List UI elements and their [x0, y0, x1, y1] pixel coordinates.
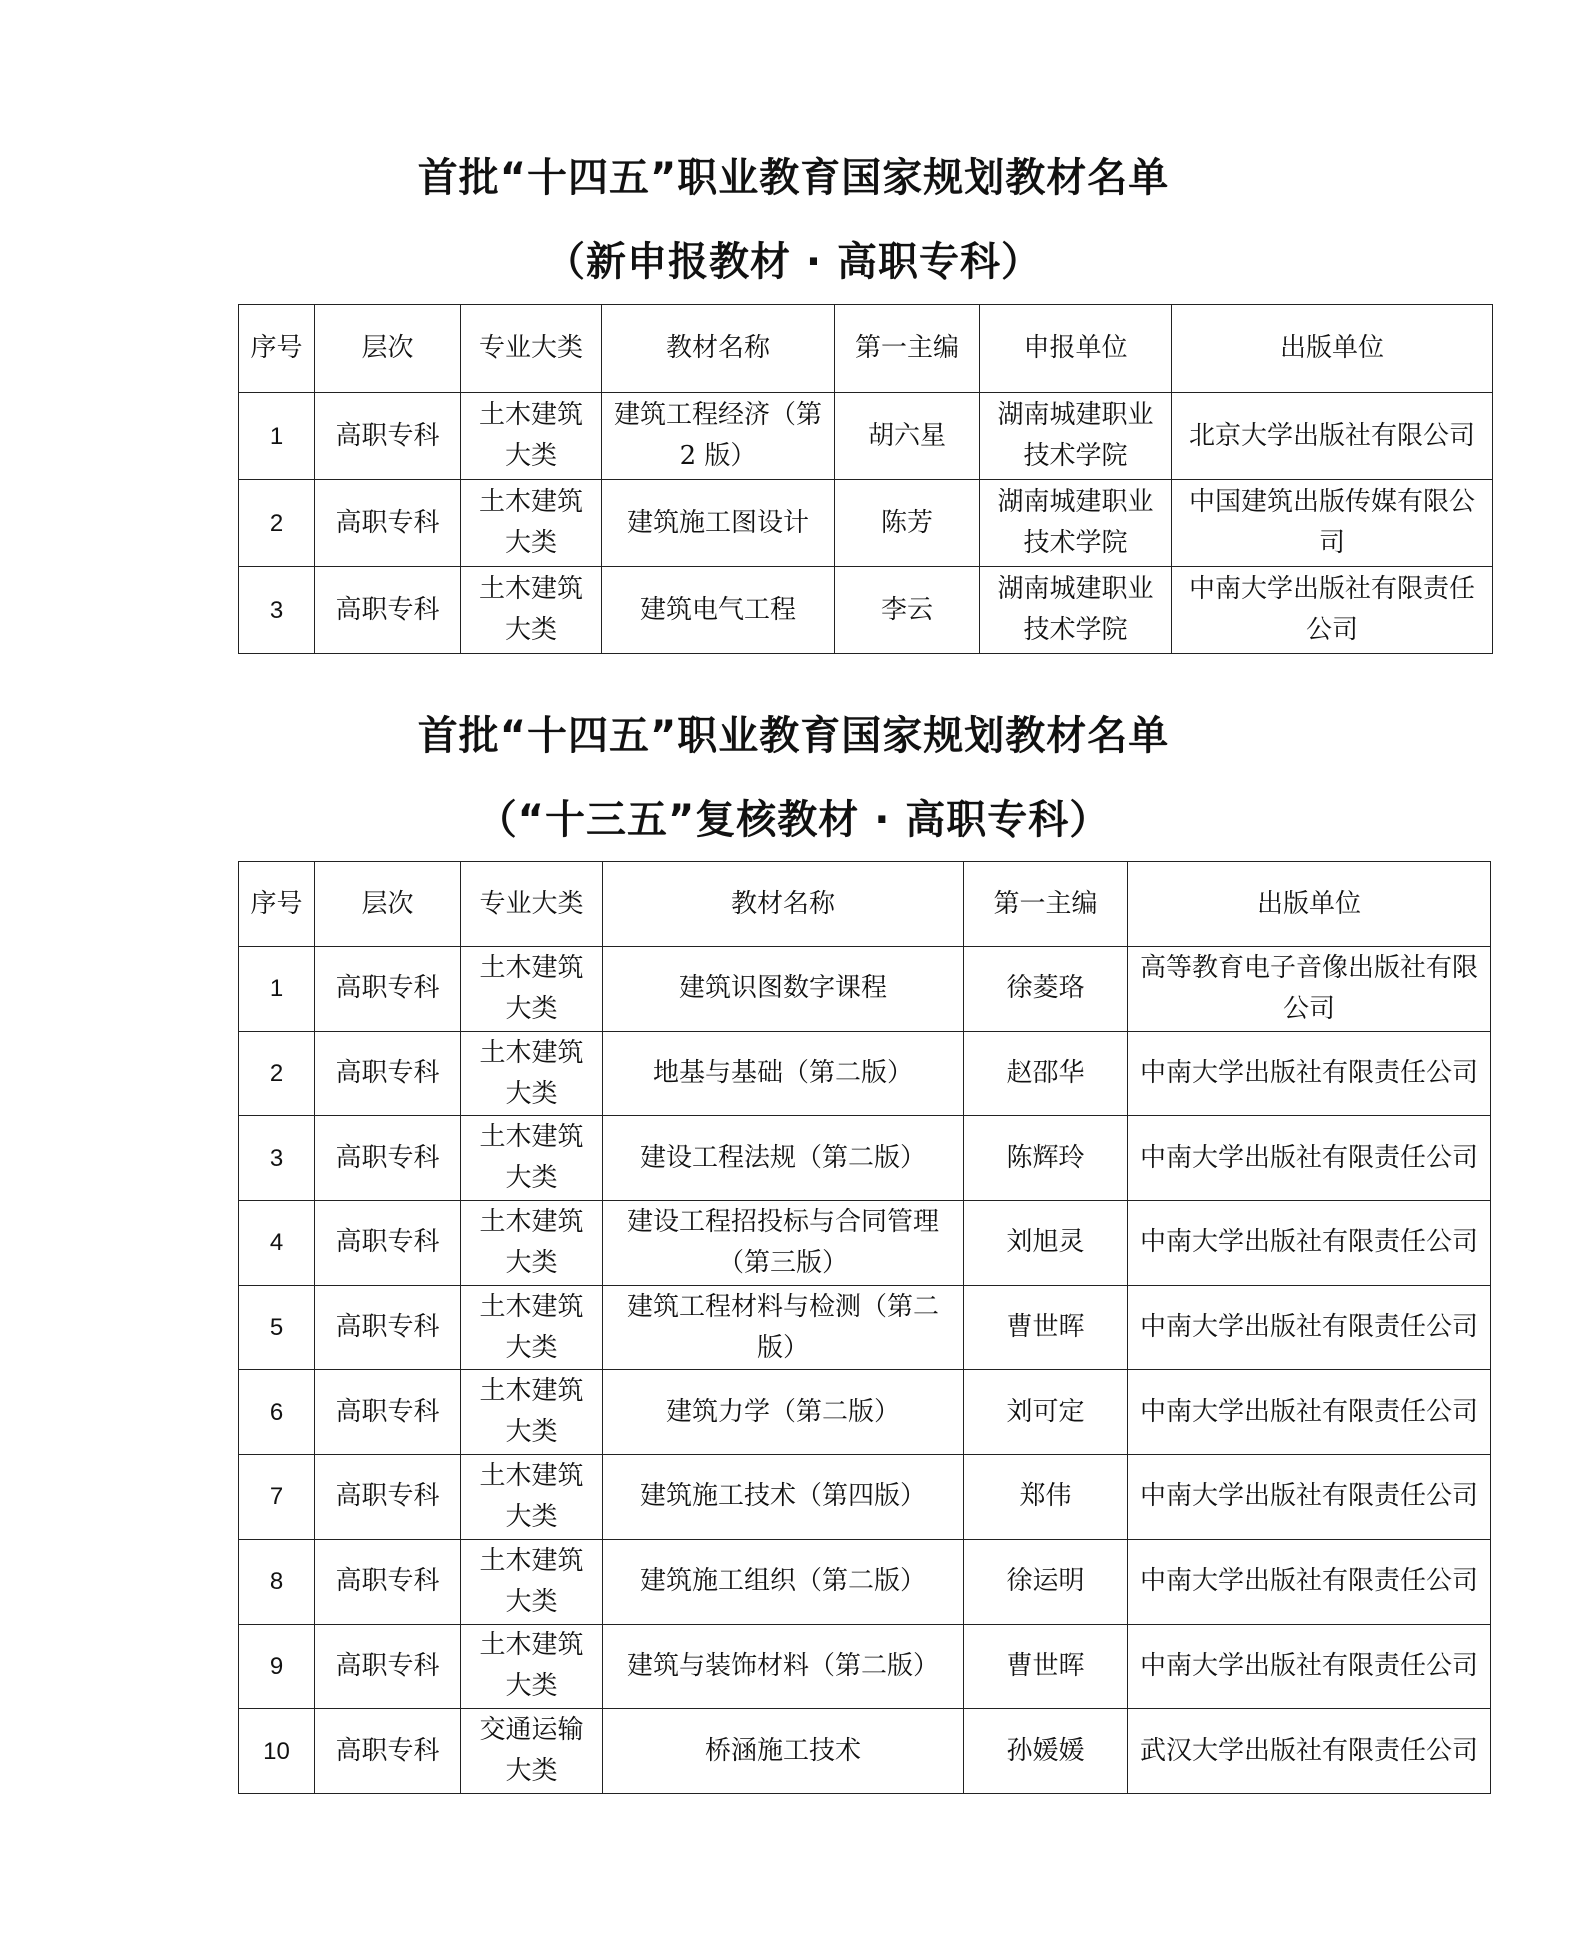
table-cell: 刘旭灵 — [964, 1201, 1128, 1286]
table-cell: 建筑工程经济（第 2 版） — [602, 393, 835, 480]
table-cell: 高职专科 — [315, 947, 461, 1032]
table-cell: 陈芳 — [835, 480, 980, 567]
table-cell: 土木建筑大类 — [461, 1370, 603, 1455]
table-cell: 土木建筑大类 — [461, 567, 602, 654]
column-header: 出版单位 — [1172, 305, 1493, 393]
section1-subtitle: （新申报教材 · 高职专科） — [544, 239, 1043, 285]
table-cell: 建设工程招投标与合同管理（第三版） — [603, 1201, 964, 1286]
table-cell: 中国建筑出版传媒有限公司 — [1172, 480, 1493, 567]
table-cell: 建筑施工技术（第四版） — [603, 1455, 964, 1540]
table-cell: 北京大学出版社有限公司 — [1172, 393, 1493, 480]
table-cell: 建筑施工组织（第二版） — [603, 1539, 964, 1624]
table-cell: 孙媛媛 — [964, 1709, 1128, 1794]
table-cell: 土木建筑大类 — [461, 1624, 603, 1709]
column-header: 序号 — [239, 862, 315, 947]
table-cell: 高职专科 — [315, 567, 461, 654]
table-cell: 湖南城建职业技术学院 — [980, 567, 1172, 654]
table-cell: 建筑力学（第二版） — [603, 1370, 964, 1455]
table-row — [239, 1116, 1491, 1201]
table-row — [239, 1370, 1491, 1455]
table-cell: 曹世晖 — [964, 1285, 1128, 1370]
table-cell: 高职专科 — [315, 393, 461, 480]
table-row — [239, 1031, 1491, 1116]
table-cell: 中南大学出版社有限责任公司 — [1128, 1370, 1491, 1455]
table-cell: 4 — [239, 1201, 315, 1286]
table-cell: 土木建筑大类 — [461, 1201, 603, 1286]
header-row — [239, 862, 1491, 947]
table-cell: 高职专科 — [315, 480, 461, 567]
table-cell: 土木建筑大类 — [461, 1031, 603, 1116]
table-cell: 3 — [239, 567, 315, 654]
table-cell: 中南大学出版社有限责任公司 — [1128, 1201, 1491, 1286]
table-cell: 中南大学出版社有限责任公司 — [1128, 1539, 1491, 1624]
table-cell: 湖南城建职业技术学院 — [980, 393, 1172, 480]
table-row — [239, 1539, 1491, 1624]
table-cell: 7 — [239, 1455, 315, 1540]
table-cell: 胡六星 — [835, 393, 980, 480]
column-header: 第一主编 — [835, 305, 980, 393]
table-row — [239, 1201, 1491, 1286]
table-cell: 土木建筑大类 — [461, 393, 602, 480]
table-cell: 郑伟 — [964, 1455, 1128, 1540]
table-cell: 6 — [239, 1370, 315, 1455]
reviewed-textbooks-table — [238, 861, 1491, 1794]
column-header: 申报单位 — [980, 305, 1172, 393]
table-cell: 高职专科 — [315, 1201, 461, 1286]
table-row — [239, 1709, 1491, 1794]
table-cell: 土木建筑大类 — [461, 1539, 603, 1624]
table-cell: 建筑与装饰材料（第二版） — [603, 1624, 964, 1709]
table-cell: 2 — [239, 1031, 315, 1116]
table-row — [239, 1455, 1491, 1540]
table-cell: 1 — [239, 393, 315, 480]
table-cell: 中南大学出版社有限责任公司 — [1128, 1285, 1491, 1370]
table-cell: 中南大学出版社有限责任公司 — [1128, 1116, 1491, 1201]
table-cell: 曹世晖 — [964, 1624, 1128, 1709]
table-cell: 徐菱珞 — [964, 947, 1128, 1032]
section2-title: 首批“十四五”职业教育国家规划教材名单 — [417, 713, 1170, 759]
table-cell: 高职专科 — [315, 1285, 461, 1370]
table-row — [239, 947, 1491, 1032]
table-cell: 湖南城建职业技术学院 — [980, 480, 1172, 567]
table-cell: 武汉大学出版社有限责任公司 — [1128, 1709, 1491, 1794]
table-cell: 土木建筑大类 — [461, 1285, 603, 1370]
column-header: 层次 — [315, 305, 461, 393]
table-cell: 土木建筑大类 — [461, 947, 603, 1032]
table-cell: 高职专科 — [315, 1455, 461, 1540]
section1-title: 首批“十四五”职业教育国家规划教材名单 — [417, 155, 1170, 201]
table-cell: 5 — [239, 1285, 315, 1370]
table-cell: 10 — [239, 1709, 315, 1794]
table-cell: 8 — [239, 1539, 315, 1624]
table-cell: 高等教育电子音像出版社有限公司 — [1128, 947, 1491, 1032]
table-cell: 建筑工程材料与检测（第二版） — [603, 1285, 964, 1370]
table-cell: 高职专科 — [315, 1031, 461, 1116]
table-cell: 中南大学出版社有限责任公司 — [1128, 1455, 1491, 1540]
table-row — [239, 480, 1493, 567]
table-cell: 桥涵施工技术 — [603, 1709, 964, 1794]
table-cell: 土木建筑大类 — [461, 480, 602, 567]
table-cell: 赵邵华 — [964, 1031, 1128, 1116]
section2-subtitle: （“十三五”复核教材 · 高职专科） — [476, 797, 1111, 843]
table-cell: 1 — [239, 947, 315, 1032]
column-header: 教材名称 — [603, 862, 964, 947]
table-cell: 交通运输大类 — [461, 1709, 603, 1794]
column-header: 第一主编 — [964, 862, 1128, 947]
table-cell: 刘可定 — [964, 1370, 1128, 1455]
table-cell: 陈辉玲 — [964, 1116, 1128, 1201]
column-header: 层次 — [315, 862, 461, 947]
table-cell: 建筑施工图设计 — [602, 480, 835, 567]
table-cell: 徐运明 — [964, 1539, 1128, 1624]
table-cell: 建设工程法规（第二版） — [603, 1116, 964, 1201]
table-cell: 建筑电气工程 — [602, 567, 835, 654]
column-header: 教材名称 — [602, 305, 835, 393]
header-row — [239, 305, 1493, 393]
table-cell: 高职专科 — [315, 1709, 461, 1794]
column-header: 专业大类 — [461, 305, 602, 393]
table-row — [239, 393, 1493, 480]
table-cell: 9 — [239, 1624, 315, 1709]
table-row — [239, 567, 1493, 654]
table-row — [239, 1624, 1491, 1709]
column-header: 专业大类 — [461, 862, 603, 947]
table-cell: 中南大学出版社有限责任公司 — [1172, 567, 1493, 654]
table-cell: 高职专科 — [315, 1370, 461, 1455]
table-cell: 高职专科 — [315, 1624, 461, 1709]
table-row — [239, 1285, 1491, 1370]
new-textbooks-table — [238, 304, 1493, 654]
table-cell: 高职专科 — [315, 1116, 461, 1201]
table-cell: 3 — [239, 1116, 315, 1201]
table-cell: 建筑识图数字课程 — [603, 947, 964, 1032]
table-cell: 土木建筑大类 — [461, 1116, 603, 1201]
column-header: 出版单位 — [1128, 862, 1491, 947]
table-cell: 中南大学出版社有限责任公司 — [1128, 1624, 1491, 1709]
table-cell: 高职专科 — [315, 1539, 461, 1624]
column-header: 序号 — [239, 305, 315, 393]
table-cell: 土木建筑大类 — [461, 1455, 603, 1540]
table-cell: 李云 — [835, 567, 980, 654]
table-cell: 中南大学出版社有限责任公司 — [1128, 1031, 1491, 1116]
table-cell: 地基与基础（第二版） — [603, 1031, 964, 1116]
table-cell: 2 — [239, 480, 315, 567]
